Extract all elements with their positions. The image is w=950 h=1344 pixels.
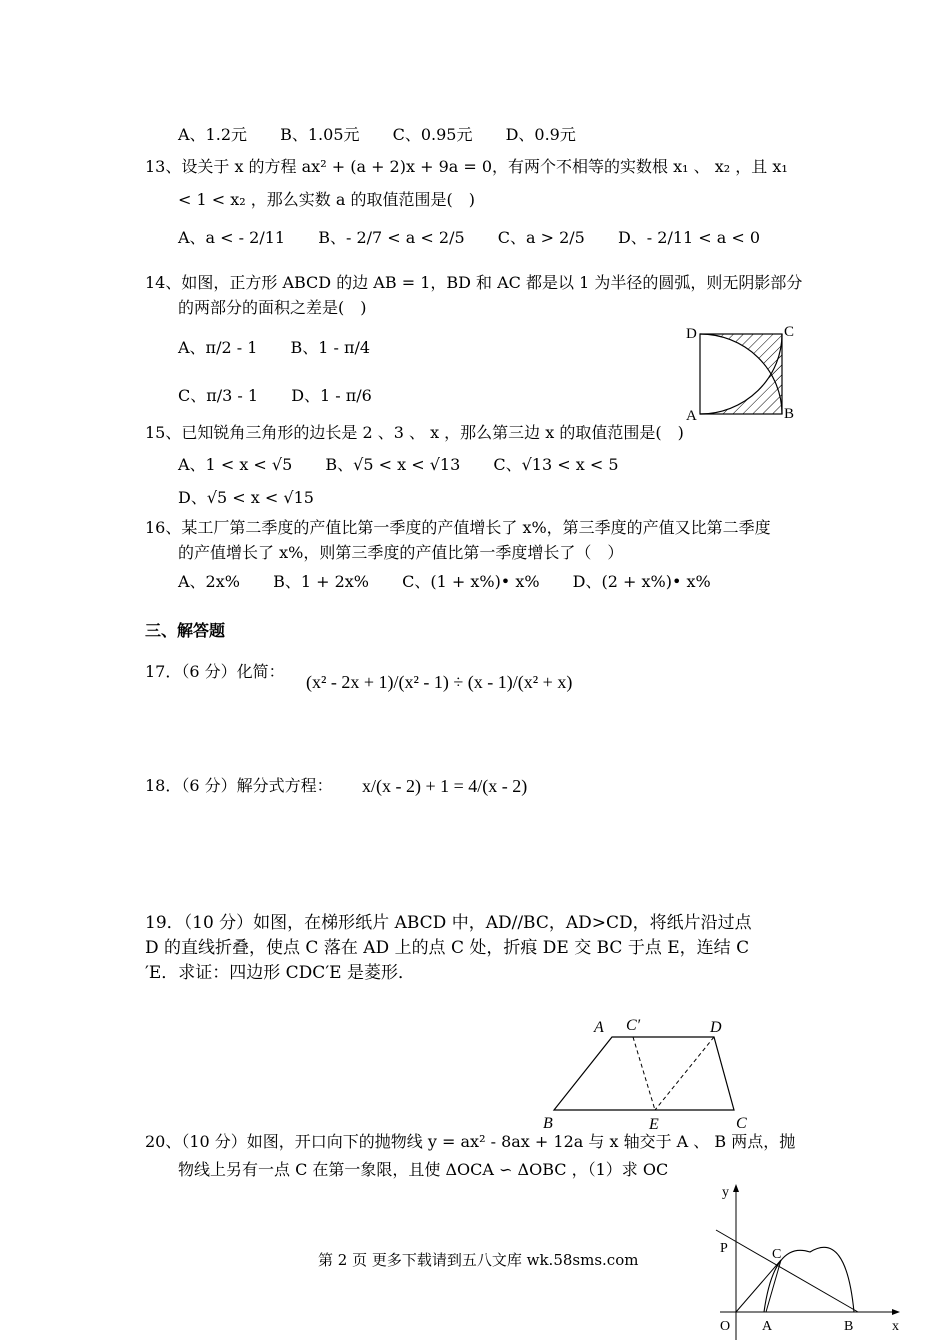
q16-options (178, 572, 739, 592)
q12-options (178, 125, 604, 145)
q14-option-b: B、1 - π/4 (290, 338, 371, 357)
q12-option-a: A、1.2元 (178, 125, 248, 144)
label-d: D (686, 326, 697, 342)
label-b: B (543, 1115, 553, 1132)
q15-options-row1 (178, 455, 647, 475)
q15-option-b: B、√5 < x < √13 (325, 455, 461, 474)
q13-option-c: C、a > 2/5 (497, 228, 585, 247)
label-p: P (720, 1241, 728, 1256)
q14-stem-line1: 14、如图，正方形 ABCD 的边 AB = 1，BD 和 AC 都是以 1 为半径的圆弧，则无阴影部分 (145, 273, 803, 292)
q12-option-b: B、1.05元 (280, 125, 360, 144)
q14-options-row1 (178, 338, 398, 358)
q15-options-row2 (178, 488, 342, 508)
q18-expression: x/(x - 2) + 1 = 4/(x - 2) (362, 776, 528, 796)
q12-option-d: D、0.9元 (505, 125, 576, 144)
q13-options (178, 228, 788, 248)
q13-option-a: A、a < - 2/11 (178, 228, 286, 247)
q13-option-b: B、- 2/7 < a < 2/5 (318, 228, 465, 247)
q15-option-d: D、√5 < x < √15 (178, 488, 314, 507)
q17-expression: (x² - 2x + 1)/(x² - 1) ÷ (x - 1)/(x² + x) (306, 672, 573, 692)
q17-prefix: 17．（6 分）化简： (145, 662, 285, 681)
q16-option-c: C、(1 + x%)• x% (402, 572, 540, 591)
line-pb (716, 1230, 858, 1312)
q12-option-c: C、0.95元 (392, 125, 473, 144)
label-b: B (844, 1319, 854, 1334)
label-o: O (720, 1319, 731, 1334)
label-b: B (784, 406, 795, 422)
q19-stem-line2: D 的直线折叠，使点 C 落在 AD 上的点 C 处，折痕 DE 交 BC 于点 E，连结 C (145, 938, 750, 958)
q14-square-figure (680, 318, 800, 424)
section-heading: 三、解答题 (145, 621, 226, 640)
segment-ac (766, 1260, 781, 1312)
label-x: x (892, 1319, 899, 1334)
label-a: A (594, 1019, 604, 1036)
label-e: E (649, 1116, 659, 1133)
label-c: C (784, 324, 795, 340)
q18-prefix: 18．（6 分）解分式方程： (145, 776, 333, 795)
q19-trapezoid-figure (538, 1010, 760, 1134)
q16-option-a: A、2x% (178, 572, 240, 591)
label-y: y (722, 1185, 729, 1200)
label-c-prime: C′ (626, 1017, 641, 1034)
q16-option-b: B、1 + 2x% (273, 572, 369, 591)
q13-stem-line2: < 1 < x₂ ，那么实数 a 的取值范围是( ) (178, 190, 475, 209)
label-c: C (736, 1115, 747, 1132)
q15-option-c: C、√13 < x < 5 (493, 455, 619, 474)
q15-stem: 15、已知锐角三角形的边长是 2 、3 、 x ，那么第三边 x 的取值范围是( ) (145, 423, 684, 442)
y-axis-arrow (733, 1184, 739, 1192)
q14-option-d: D、1 - π/6 (291, 386, 372, 405)
q16-stem-line2: 的产值增长了 x%，则第三季度的产值比第一季度增长了（ ） (178, 543, 624, 562)
label-c: C (772, 1247, 782, 1262)
q19-stem-line3: ′E．求证：四边形 CDC′E 是菱形． (145, 963, 415, 983)
crease-de (655, 1037, 714, 1110)
x-axis-arrow (892, 1309, 900, 1315)
q14-stem-line2: 的两部分的面积之差是( ) (178, 298, 367, 317)
label-a: A (762, 1319, 773, 1334)
q15-option-a: A、1 < x < √5 (178, 455, 293, 474)
q16-stem-line1: 16、某工厂第二季度的产值比第一季度的产值增长了 x%，第三季度的产值又比第二季度 (145, 518, 771, 537)
label-d: D (710, 1019, 722, 1036)
q14-options-row2 (178, 386, 400, 406)
q20-stem-line2: 物线上另有一点 C 在第一象限，且使 ΔOCA ∽ ΔOBC ，（1）求 OC (178, 1160, 669, 1179)
q14-option-c: C、π/3 - 1 (178, 386, 259, 405)
segment-oc (736, 1260, 781, 1312)
q19-stem-line1: 19．（10 分）如图，在梯形纸片 ABCD 中，AD//BC，AD>CD，将纸片沿过点 (145, 913, 752, 933)
q13-stem-line1: 13、设关于 x 的方程 ax² + (a + 2)x + 9a = 0，有两个不相等的实数根 x₁ 、 x₂ ，且 x₁ (145, 157, 788, 176)
q20-stem-line1: 20、（10 分）如图，开口向下的抛物线 y = ax² - 8ax + 12a 与 x 轴交于 A 、 B 两点，抛 (145, 1132, 796, 1151)
label-a: A (686, 408, 697, 424)
q16-option-d: D、(2 + x%)• x% (572, 572, 711, 591)
q14-option-a: A、π/2 - 1 (178, 338, 258, 357)
q20-parabola-figure (706, 1180, 906, 1344)
page-footer: 第 2 页 更多下载请到五八文库 wk.58sms.com (318, 1251, 639, 1269)
segment-cp-e (633, 1037, 655, 1110)
q13-option-d: D、- 2/11 < a < 0 (617, 228, 761, 247)
